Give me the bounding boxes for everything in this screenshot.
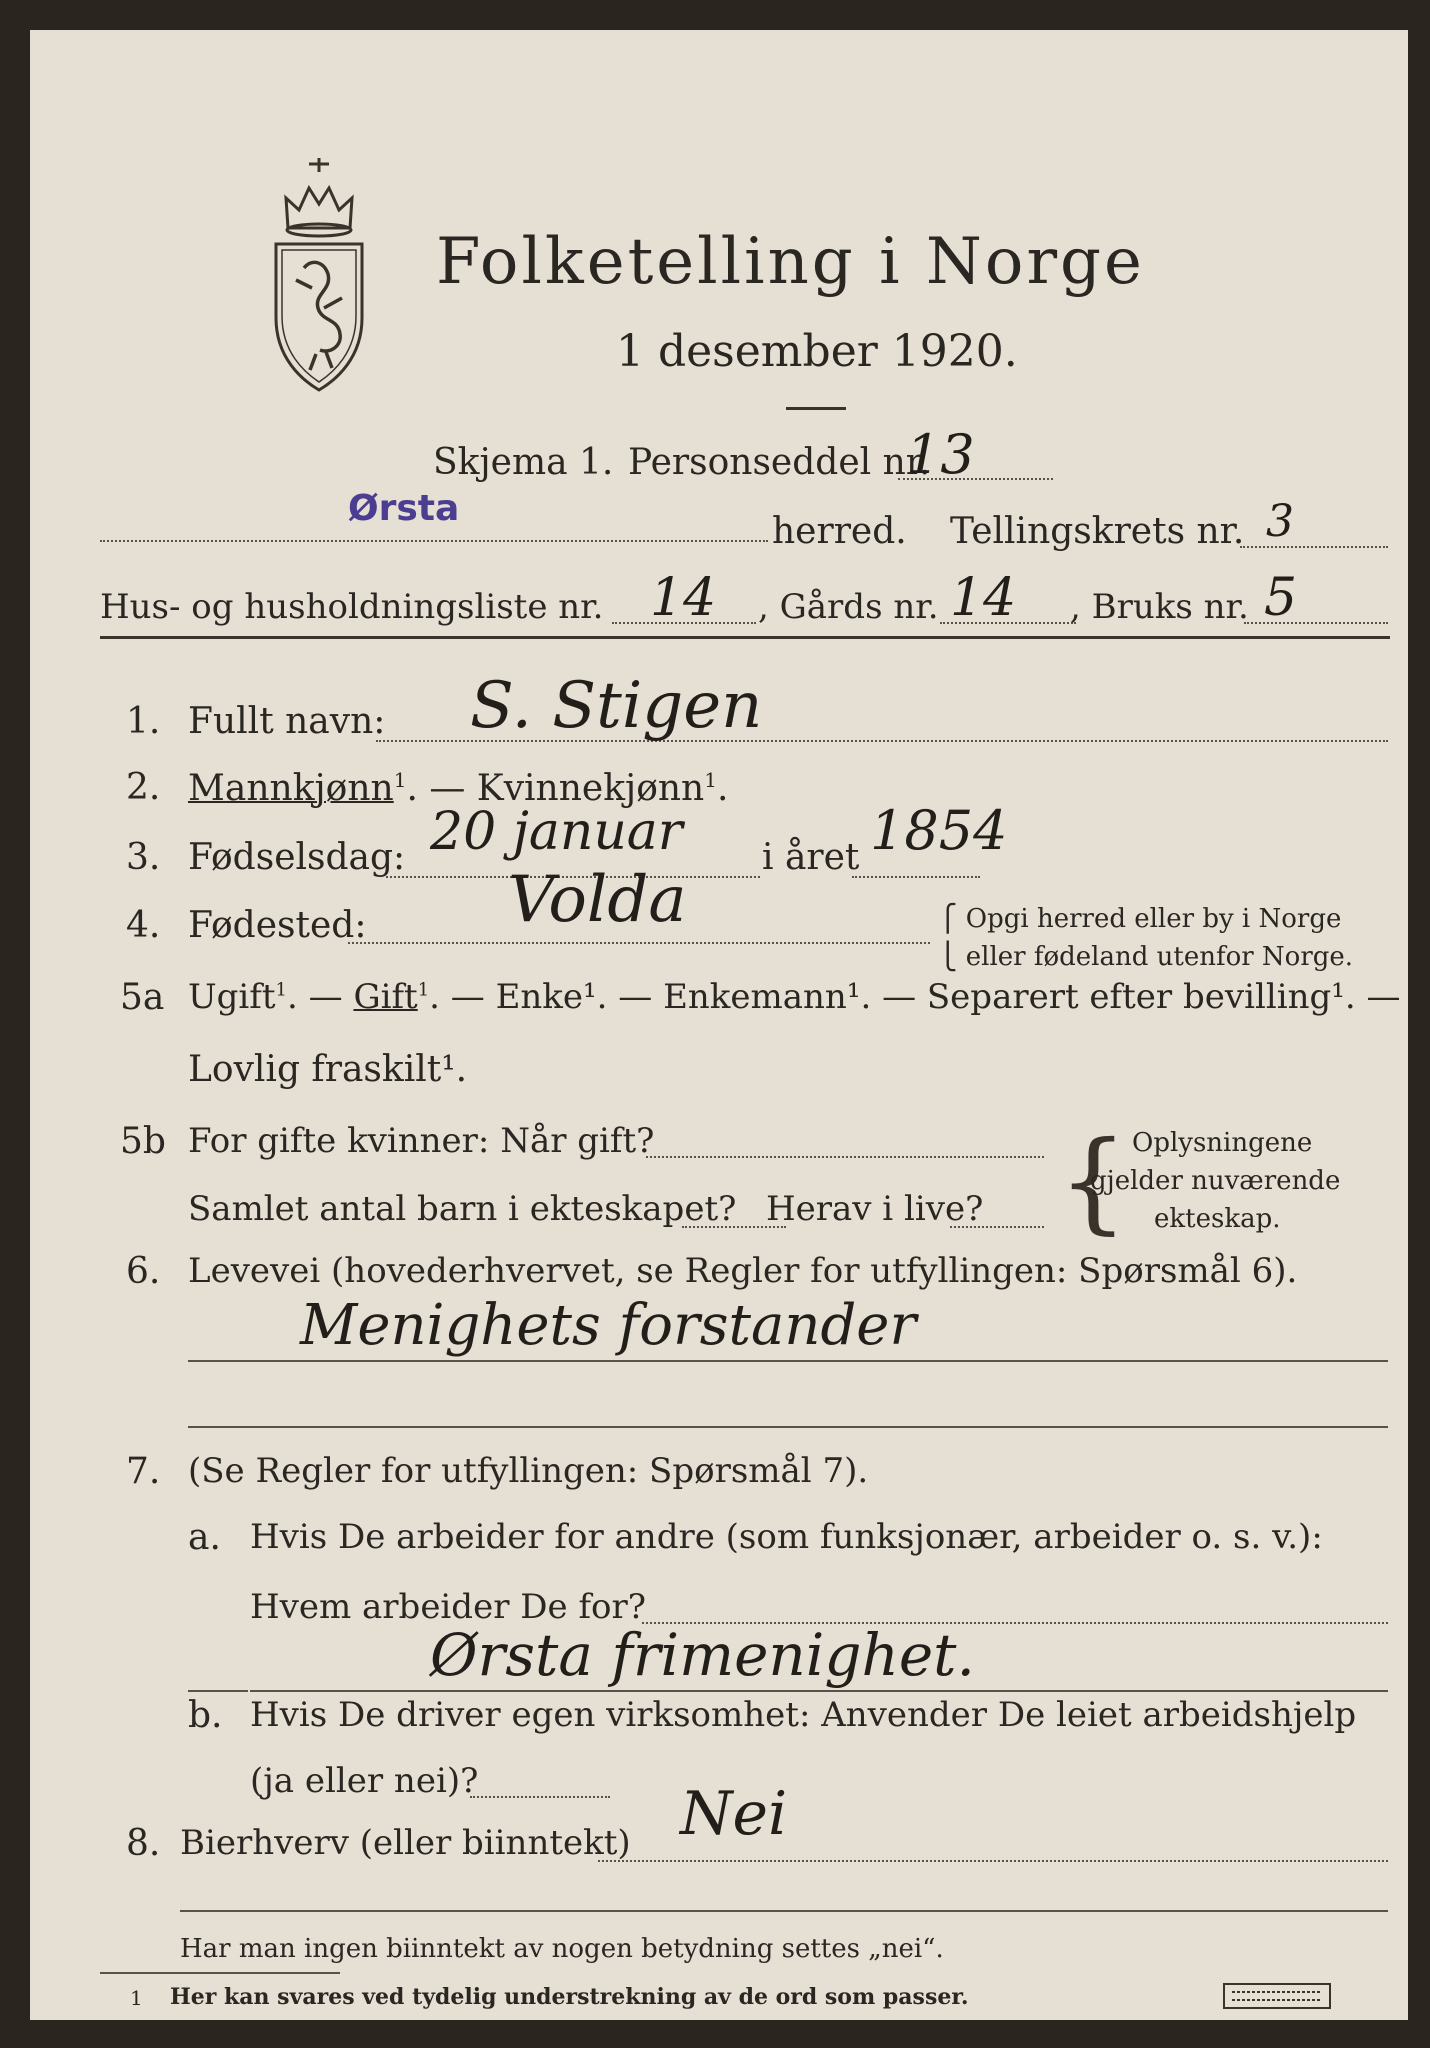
q2-male-option[interactable]: Mannkjønn xyxy=(188,768,394,809)
q1-label: Fullt navn: xyxy=(188,701,386,742)
husholdningsliste-value: 14 xyxy=(650,568,717,628)
tellingskrets-label: Tellingskrets nr. xyxy=(950,511,1245,552)
q3-label: Fødselsdag: xyxy=(188,837,406,878)
personseddel-label: Personseddel nr. xyxy=(628,442,931,483)
header-rule xyxy=(100,636,1390,639)
norwegian-coat-of-arms-icon xyxy=(266,158,372,398)
q7b-text2: (ja eller nei)? xyxy=(250,1761,479,1801)
q5b-number: 5b xyxy=(120,1121,166,1162)
q6-number: 6. xyxy=(126,1251,161,1292)
q8-line2 xyxy=(180,1910,1388,1912)
q4-note-line2: ⎩ eller fødeland utenfor Norge. xyxy=(938,942,1354,972)
personseddel-value: 13 xyxy=(906,423,975,486)
q3-value: 20 januar xyxy=(430,802,683,862)
footnote-rule xyxy=(100,1972,340,1974)
q6-line1 xyxy=(188,1360,1388,1362)
q5b-children-label: Samlet antal barn i ekteskapet? xyxy=(188,1189,737,1229)
printer-mark-icon xyxy=(1222,1982,1332,2010)
footnote-ref: 1 xyxy=(393,768,407,792)
q8-line xyxy=(598,1860,1388,1862)
q3-year-label: i året xyxy=(762,837,860,878)
q5b-note-line3: ekteskap. xyxy=(1154,1204,1281,1234)
husholdningsliste-label: Hus- og husholdningsliste nr. xyxy=(100,587,604,627)
q7-number: 7. xyxy=(126,1451,161,1492)
q7b-line xyxy=(470,1796,610,1798)
q7-label: (Se Regler for utfyllingen: Spørsmål 7). xyxy=(188,1451,869,1491)
q7b-separator xyxy=(188,1690,248,1692)
q3-number: 3. xyxy=(126,837,161,878)
q7a-value: Ørsta frimenighet. xyxy=(430,1621,975,1689)
herred-line xyxy=(100,540,768,542)
skjema-label: Skjema 1. xyxy=(433,442,614,483)
q2-end: . xyxy=(716,768,729,809)
footnote-number: 1 xyxy=(130,1986,143,2010)
q4-note1-text: Opgi herred eller by i Norge xyxy=(965,904,1342,934)
q8-value: Nei xyxy=(680,1779,788,1849)
q5a-married-option[interactable]: Gift xyxy=(353,977,418,1017)
census-date: 1 desember 1920. xyxy=(616,326,1018,377)
q4-label: Fødested: xyxy=(188,905,367,946)
tellingskrets-value: 3 xyxy=(1266,496,1294,547)
footnote-text: Her kan svares ved tydelig understrekning av de ord som passer. xyxy=(170,1984,969,2010)
census-form xyxy=(30,30,1408,2020)
q2-number: 2. xyxy=(126,767,161,808)
q5a-options xyxy=(188,977,1401,1017)
gards-value: 14 xyxy=(950,568,1017,628)
gards-label: , Gårds nr. xyxy=(758,587,939,627)
q8-label: Bierhverv (eller biinntekt) xyxy=(180,1823,631,1863)
q5a-divorced-option[interactable]: Lovlig fraskilt¹. xyxy=(188,1049,468,1090)
footnote-ref: 1 xyxy=(417,979,430,1001)
tellingskrets-line xyxy=(1240,546,1388,548)
q2-female-option[interactable]: Kvinnekjønn xyxy=(476,768,705,809)
nei-note: Har man ingen biinntekt av nogen betydning settes „nei“. xyxy=(180,1934,944,1964)
q5b-alive-line xyxy=(950,1226,1044,1228)
q5a-other-options[interactable]: . — Enke¹. — Enkemann¹. — Separert efter bevilling¹. — xyxy=(429,977,1401,1017)
q3-year-line xyxy=(852,876,980,878)
q5a-unmarried-option[interactable]: Ugift xyxy=(188,977,276,1017)
q7b-text: Hvis De driver egen virksomhet: Anvender De leiet arbeidshjelp xyxy=(250,1695,1357,1735)
q5a-number: 5a xyxy=(120,977,165,1018)
q7a-line2 xyxy=(250,1690,1388,1692)
form-title: Folketelling i Norge xyxy=(436,225,1145,299)
municipality-stamp: Ørsta xyxy=(348,488,460,529)
q7a-question: Hvem arbeider De for? xyxy=(250,1587,646,1627)
footnote-ref: 1 xyxy=(704,768,717,792)
q4-line xyxy=(348,942,930,944)
q4-value: Volda xyxy=(508,863,687,937)
q4-note2-text: eller fødeland utenfor Norge. xyxy=(965,942,1354,972)
q3-year-value: 1854 xyxy=(870,799,1008,862)
q7b-letter: b. xyxy=(188,1695,223,1736)
q1-number: 1. xyxy=(126,701,161,742)
q7a-letter: a. xyxy=(188,1517,221,1558)
q1-value: S. Stigen xyxy=(470,669,763,743)
footnote-ref: 1 xyxy=(275,979,287,1001)
q6-label: Levevei (hovederhvervet, se Regler for utfyllingen: Spørsmål 6). xyxy=(188,1251,1298,1291)
q5b-when-line xyxy=(646,1156,1044,1158)
herred-label: herred. xyxy=(772,511,907,552)
q5a-separator: . — xyxy=(287,977,354,1017)
bruks-label: , Bruks nr. xyxy=(1070,587,1249,627)
q5b-note-line2: gjelder nuværende xyxy=(1090,1166,1341,1196)
q2-separator: . — xyxy=(406,768,477,809)
q7a-text: Hvis De arbeider for andre (som funksjonær, arbeider o. s. v.): xyxy=(250,1517,1323,1557)
q4-note-line1: ⎧ Opgi herred eller by i Norge xyxy=(938,904,1342,934)
q8-number: 8. xyxy=(126,1823,161,1864)
q6-value: Menighets forstander xyxy=(300,1293,917,1358)
q4-number: 4. xyxy=(126,905,161,946)
q5b-label: For gifte kvinner: Når gift? xyxy=(188,1121,655,1161)
q5b-brace: { xyxy=(1058,1117,1128,1245)
q5b-note-line1: Oplysningene xyxy=(1132,1128,1313,1158)
bruks-value: 5 xyxy=(1264,568,1298,628)
q5b-alive-label: Herav i live? xyxy=(766,1189,984,1229)
q6-line2 xyxy=(188,1426,1388,1428)
title-divider xyxy=(786,407,846,410)
